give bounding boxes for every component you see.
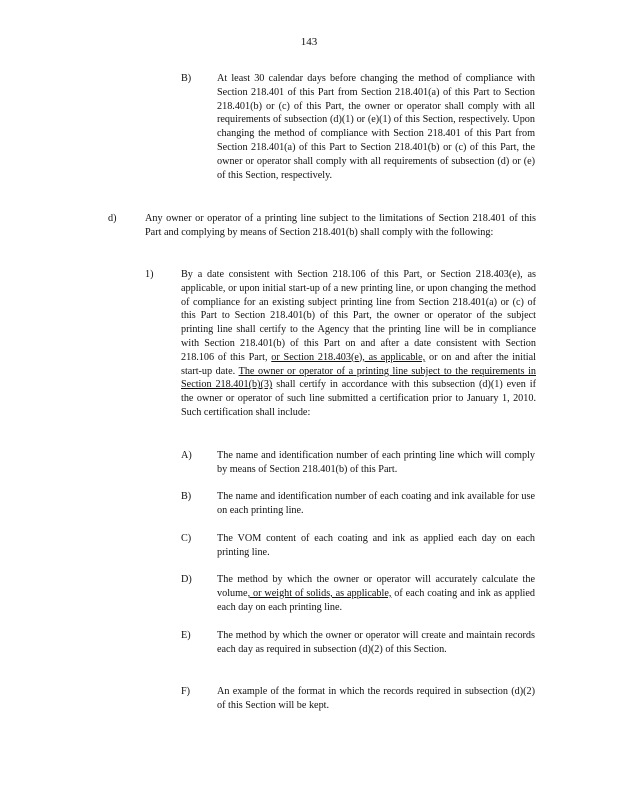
sub-item-label: B) (181, 491, 192, 502)
sub-item-amendment: , or weight of solids, as applicable, (247, 587, 392, 599)
sub-item-label: D) (181, 574, 192, 585)
section-b-label: B) (181, 73, 192, 84)
sub-item-text: The VOM content of each coating and ink as applied each day on each printing line. (217, 533, 535, 558)
section-d1-text-b: or on and after the initial start-up date. (181, 351, 536, 377)
section-d1-text (181, 268, 536, 420)
sub-item-text: The name and identification number of each printing line which will comply by means of Section 218.401(b) of this Part. (217, 450, 535, 475)
sub-item-label: F) (181, 686, 191, 697)
sub-item-label: E) (181, 630, 191, 641)
section-d1-amendment-1: or Section 218.403(e), as applicable, (271, 351, 426, 363)
section-d-label: d) (108, 213, 117, 224)
sub-item-label: C) (181, 533, 192, 544)
sub-item-text: An example of the format in which the records required in subsection (d)(2) of this Section will be kept. (217, 686, 535, 711)
section-d1-label: 1) (145, 269, 154, 280)
section-d1-amendment-2: The owner or operator of a printing line subject to the requirements in Section 218.401(b)(3) (181, 365, 536, 391)
sub-item-text-b: of each coating and ink as applied each day on each printing line. (217, 587, 535, 613)
section-d1-text-a: By a date consistent with Section 218.106 of this Part, or Section 218.403(e), as applicable, or upon initial start-up of a new printing line, or upon changing the method of compliance for an existing subject printing line from Section 218.401(a) or (c) of this Part to Section 218.401(b) of this Part, the owner or operator of the subject printing line shall certify to the Agency that the printing line will be in compliance with Section 218.401(b) of this Part on and after a date consistent with Section 218.106 of this Part, (181, 269, 536, 363)
section-d-text: Any owner or operator of a printing line subject to the limitations of Section 218.401 of this Part and complying by means of Section 218.401(b) shall comply with the following: (145, 213, 536, 238)
section-d1-text-d: Such certification shall include: (181, 406, 311, 418)
sub-item-text-a: The method by which the owner or operator will accurately calculate the volume (217, 574, 535, 599)
section-d1-text-c: shall certify in accordance with this subsection (d)(1) even if the owner or operator of such line submitted a certification prior to January 1, 2010. (181, 379, 536, 405)
sub-item-text: The method by which the owner or operator will create and maintain records each day as required in subsection (d)(2) of this Section. (217, 630, 535, 655)
section-b-text: At least 30 calendar days before changing the method of compliance with Section 218.401 of this Part from Section 218.401(a) of this Part to Section 218.401(b) or (c) of this Part, the owner or operator shall comply with all requirements of subsection (d)(1) or (e)(1) of this Section, respectively. Upon changing the method of compliance with Section 218.401 of this Part from Section 218.401(a) of this Part to Section 218.401(b) or (c) of this Part, the owner or operator shall comply with all requirements of subsection (d) or (e) of this Section, respectively. (217, 73, 535, 181)
sub-item-text: The name and identification number of each coating and ink available for use on each printing line. (217, 491, 535, 516)
sub-item-label: A) (181, 450, 192, 461)
page-number: 143 (300, 36, 318, 48)
sub-item-text (217, 573, 535, 614)
